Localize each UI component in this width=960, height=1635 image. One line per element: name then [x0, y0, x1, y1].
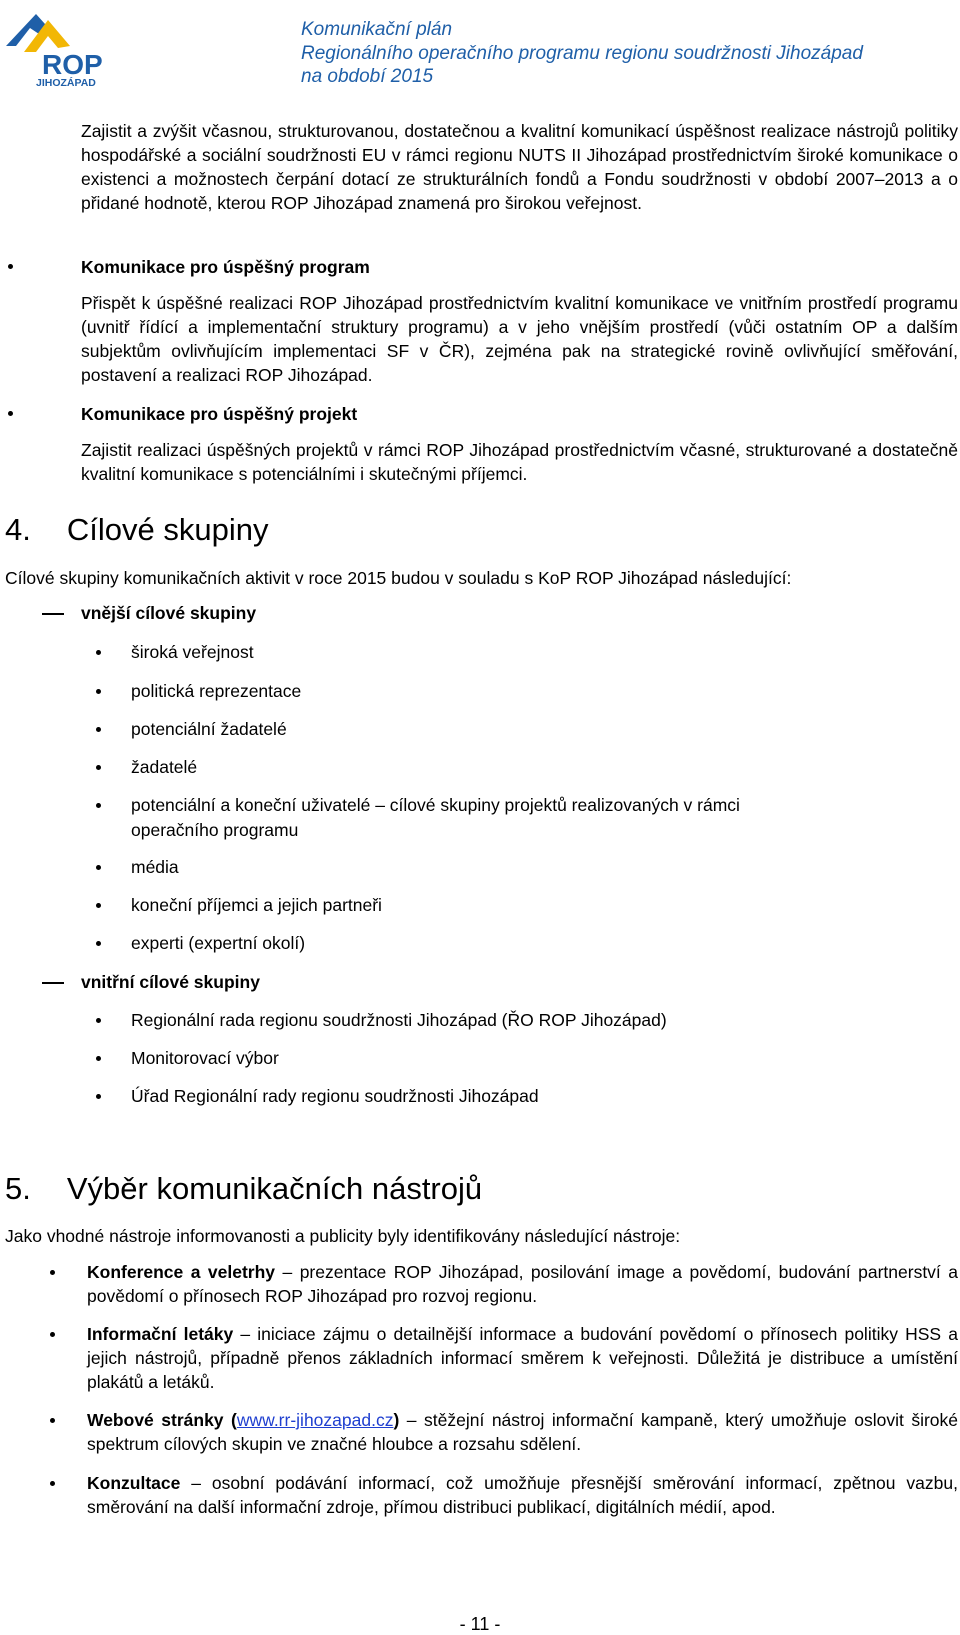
- bullet-icon: [96, 727, 101, 732]
- section-5-title: Výběr komunikačních nástrojů: [66, 1171, 483, 1206]
- section-4-title: Cílové skupiny: [66, 512, 269, 547]
- dash-icon: [42, 982, 64, 984]
- external-item: politická reprezentace: [131, 681, 302, 701]
- bullet-icon: [96, 1018, 101, 1023]
- logo-text: ROP: [42, 49, 103, 80]
- section-5-intro: Jako vhodné nástroje informovanosti a publicity byly identifikovány následující nástroje:: [5, 1226, 681, 1246]
- tool-text: – stěžejní nástroj informační kampaně, který umožňuje oslovit široké spektrum cílových skupin ve značné hloubce a rozsahu sdělení.: [87, 1410, 958, 1454]
- tool-item: [87, 1322, 958, 1394]
- page-header: [301, 18, 863, 89]
- external-item: široká veřejnost: [131, 642, 254, 662]
- bullet-icon: [96, 803, 101, 808]
- internal-groups-label: vnitřní cílové skupiny: [81, 972, 260, 992]
- internal-item: Monitorovací výbor: [131, 1048, 279, 1068]
- section-4-heading: [5, 512, 268, 548]
- bullet-icon: [50, 1332, 55, 1337]
- section-4-number: 4.: [5, 512, 31, 547]
- external-item: koneční příjemci a jejich partneři: [131, 895, 382, 915]
- tool-name: Informační letáky: [87, 1324, 234, 1344]
- bullet-icon: [96, 1094, 101, 1099]
- header-line-2: Regionálního operačního programu regionu soudržnosti Jihozápad: [301, 42, 863, 64]
- bullet-icon: [96, 765, 101, 770]
- section-5-number: 5.: [5, 1171, 31, 1206]
- website-link[interactable]: www.rr-jihozapad.cz: [236, 1410, 394, 1430]
- external-item-continuation: operačního programu: [131, 820, 299, 840]
- bullet-icon: [50, 1270, 55, 1275]
- goal-2-title: Komunikace pro úspěšný projekt: [81, 404, 358, 424]
- tool-item: [87, 1471, 958, 1519]
- bullet-icon: [96, 1056, 101, 1061]
- bullet-icon: [96, 941, 101, 946]
- internal-item: Regionální rada regionu soudržnosti Jihozápad (ŘO ROP Jihozápad): [131, 1010, 667, 1030]
- external-item: potenciální a koneční uživatelé – cílové skupiny projektů realizovaných v rámci: [131, 795, 740, 815]
- tool-text: – prezentace ROP Jihozápad, posilování image a povědomí, budování partnerství a povědomí o přínosech ROP Jihozápad pro rozvoj regionu.: [87, 1262, 958, 1306]
- bullet-icon: [96, 650, 101, 655]
- external-item: média: [131, 857, 179, 877]
- external-groups-label: vnější cílové skupiny: [81, 603, 257, 623]
- bullet-icon: [8, 411, 13, 416]
- tool-text: – osobní podávání informací, což umožňuje přesnější směrování informací, zpětnou vazbu, směrování na další informační zdroje, přímou distribuci publikací, digitálních médií, apod.: [87, 1473, 958, 1517]
- tool-name: Webové stránky (: [87, 1410, 237, 1430]
- rop-jihozapad-logo: [2, 6, 124, 88]
- external-item: experti (expertní okolí): [131, 933, 306, 953]
- bullet-icon: [96, 903, 101, 908]
- goal-2-text: Zajistit realizaci úspěšných projektů v rámci ROP Jihozápad prostřednictvím včasné, strukturované a dostatečně kvalitní komunikace s potenciálními i skutečnými příjemci.: [81, 440, 958, 484]
- header-line-1: Komunikační plán: [301, 19, 453, 40]
- tool-text: – iniciace zájmu o detailnější informace a budování povědomí o přínosech politiky HSS a jejich nástrojů, případně přenos základních informací směrem k veřejnosti. Důležitá je distribuce a umístění plakátů a letáků.: [87, 1324, 958, 1392]
- page-number: - 11 -: [459, 1614, 501, 1634]
- logo-subtext: JIHOZÁPAD: [36, 77, 96, 88]
- internal-item: Úřad Regionální rady regionu soudržnosti Jihozápad: [131, 1086, 539, 1106]
- tool-name: Konference a veletrhy: [87, 1262, 276, 1282]
- tool-name: Konzultace: [87, 1473, 181, 1493]
- section-5-heading: [5, 1171, 482, 1207]
- tool-item: [87, 1260, 958, 1308]
- bullet-icon: [50, 1481, 55, 1486]
- goal-1-title: Komunikace pro úspěšný program: [81, 257, 370, 277]
- external-item: potenciální žadatelé: [131, 719, 287, 739]
- bullet-icon: [50, 1418, 55, 1423]
- bullet-icon: [8, 264, 13, 269]
- tool-name-suffix: ): [393, 1410, 400, 1430]
- external-item: žadatelé: [131, 757, 198, 777]
- goal-1-text: Přispět k úspěšné realizaci ROP Jihozápad prostřednictvím kvalitní komunikace ve vnitřním prostředí programu (uvnitř řídící a implementační struktury programu) a v jeho vnějším prostředí (vůči ostatním OP a dalším subjektům ovlivňujícím implementaci SF v ČR), zejména pak na strategické rovině ovlivňující směřování, postavení a realizaci ROP Jihozápad.: [81, 293, 958, 385]
- section-4-intro: Cílové skupiny komunikačních aktivit v roce 2015 budou v souladu s KoP ROP Jihozápad následující:: [5, 568, 792, 588]
- bullet-icon: [96, 689, 101, 694]
- bullet-icon: [96, 865, 101, 870]
- intro-paragraph: Zajistit a zvýšit včasnou, strukturovanou, dostatečnou a kvalitní komunikací úspěšnost realizace nástrojů politiky hospodářské a sociální soudržnosti EU v rámci regionu NUTS II Jihozápad prostřednictvím široké komunikace o existenci a možnostech čerpání dotací ze strukturálních fondů a Fondu soudržnosti v období 2007–2013 a o přidané hodnotě, kterou ROP Jihozápad znamená pro širokou veřejnost.: [81, 121, 958, 213]
- header-line-3: na období 2015: [301, 66, 434, 87]
- tool-item: [87, 1408, 958, 1456]
- dash-icon: [42, 613, 64, 615]
